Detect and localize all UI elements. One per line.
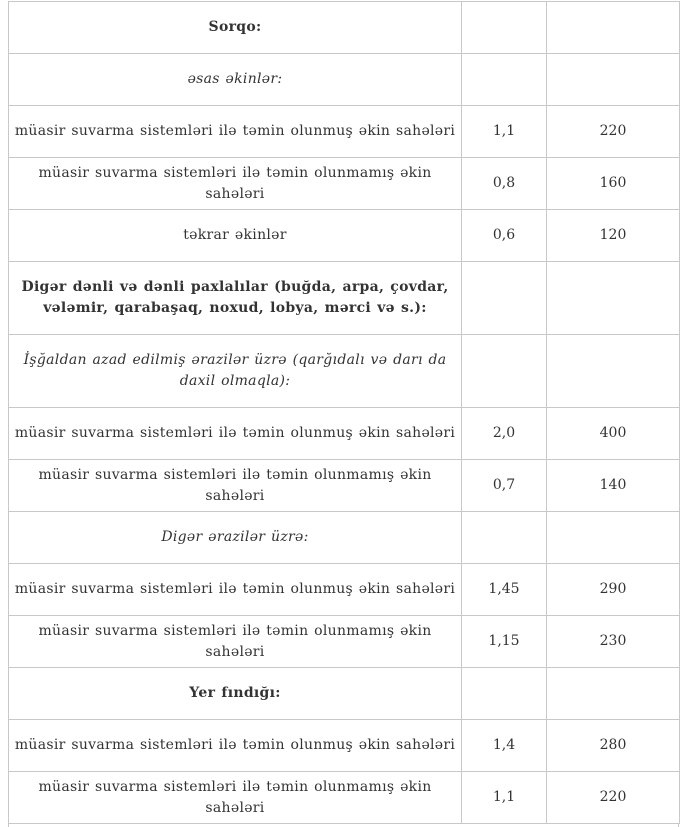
value-cell-2 (547, 668, 680, 720)
table-row (9, 616, 680, 668)
subsection-heading: əsas əkinlər: (9, 54, 462, 106)
value-cell-1 (462, 335, 547, 408)
table-continuation-edge (8, 823, 679, 827)
section-heading: Sorqo: (9, 2, 462, 54)
row-label: müasir suvarma sistemləri ilə təmin olunmamış əkin sahələri (9, 616, 462, 668)
value-cell-2: 140 (547, 460, 680, 512)
value-cell-2 (547, 2, 680, 54)
value-cell-1 (462, 54, 547, 106)
row-label: müasir suvarma sistemləri ilə təmin olunmuş əkin sahələri (9, 408, 462, 460)
value-cell-1: 0,6 (462, 210, 547, 262)
value-cell-2: 160 (547, 158, 680, 210)
table-row (9, 210, 680, 262)
value-cell-2: 220 (547, 772, 680, 824)
value-cell-2: 280 (547, 720, 680, 772)
subsection-heading: İşğaldan azad edilmiş ərazilər üzrə (qarğıdalı və darı da daxil olmaqla): (9, 335, 462, 408)
row-label: müasir suvarma sistemləri ilə təmin olunmamış əkin sahələri (9, 772, 462, 824)
value-cell-1: 0,7 (462, 460, 547, 512)
value-cell-1: 0,8 (462, 158, 547, 210)
value-cell-2 (547, 262, 680, 335)
value-cell-2 (547, 512, 680, 564)
value-cell-1: 2,0 (462, 408, 547, 460)
value-cell-1 (462, 668, 547, 720)
table-row (9, 460, 680, 512)
value-cell-2: 220 (547, 106, 680, 158)
value-cell-1 (462, 512, 547, 564)
value-cell-1 (462, 2, 547, 54)
row-label: müasir suvarma sistemləri ilə təmin olunmamış əkin sahələri (9, 158, 462, 210)
table-row (9, 2, 680, 54)
value-cell-2: 400 (547, 408, 680, 460)
section-heading: Digər dənli və dənli paxlalılar (buğda, arpa, çovdar, vələmir, qarabaşaq, noxud, lobya, mərci və s.): (9, 262, 462, 335)
table-row (9, 262, 680, 335)
row-label: təkrar əkinlər (9, 210, 462, 262)
table-row (9, 408, 680, 460)
value-cell-2 (547, 335, 680, 408)
value-cell-1: 1,1 (462, 772, 547, 824)
table-row (9, 106, 680, 158)
value-cell-2: 290 (547, 564, 680, 616)
table-row (9, 564, 680, 616)
table-row (9, 772, 680, 824)
value-cell-2: 120 (547, 210, 680, 262)
table-row (9, 158, 680, 210)
row-label: müasir suvarma sistemləri ilə təmin olunmuş əkin sahələri (9, 564, 462, 616)
value-cell-1 (462, 262, 547, 335)
row-label: müasir suvarma sistemləri ilə təmin olunmuş əkin sahələri (9, 106, 462, 158)
value-cell-2: 230 (547, 616, 680, 668)
table-row (9, 720, 680, 772)
value-cell-1: 1,1 (462, 106, 547, 158)
subsection-heading: Digər ərazilər üzrə: (9, 512, 462, 564)
crop-norms-table (8, 1, 680, 824)
table-row (9, 54, 680, 106)
table-row (9, 512, 680, 564)
row-label: müasir suvarma sistemləri ilə təmin olunmamış əkin sahələri (9, 460, 462, 512)
value-cell-1: 1,4 (462, 720, 547, 772)
table-row (9, 335, 680, 408)
table-row (9, 668, 680, 720)
value-cell-2 (547, 54, 680, 106)
section-heading: Yer fındığı: (9, 668, 462, 720)
value-cell-1: 1,15 (462, 616, 547, 668)
row-label: müasir suvarma sistemləri ilə təmin olunmuş əkin sahələri (9, 720, 462, 772)
value-cell-1: 1,45 (462, 564, 547, 616)
